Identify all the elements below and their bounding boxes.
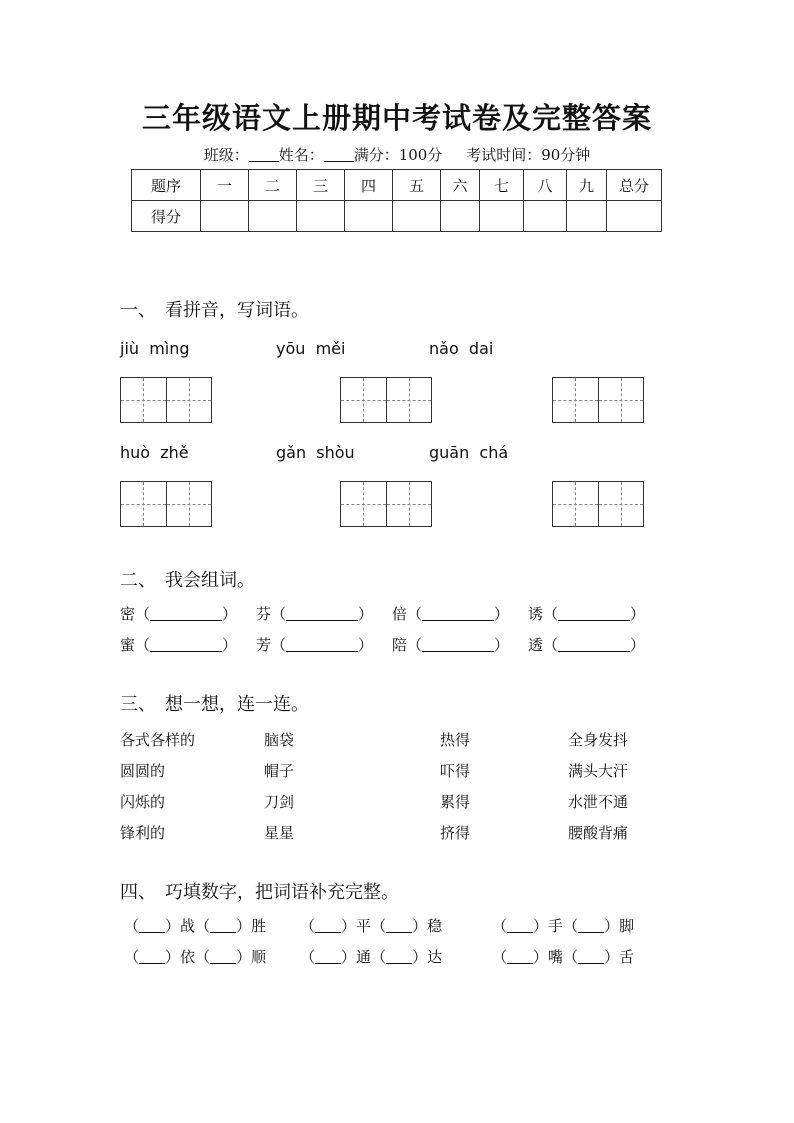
word-item: 芳（ ） (256, 636, 374, 654)
number-blank[interactable] (386, 949, 412, 964)
number-blank[interactable] (578, 918, 604, 933)
score-cell[interactable] (607, 201, 662, 232)
match-item-left[interactable]: 累得 (440, 793, 471, 811)
number-blank[interactable] (315, 949, 341, 964)
score-header-cell: 三 (297, 170, 345, 201)
pinyin-item: guān chá (429, 443, 509, 462)
match-item-left[interactable]: 锋利的 (120, 824, 166, 842)
idiom-item: （ ）手（ ）脚 (492, 917, 635, 935)
writing-grid[interactable] (552, 377, 644, 423)
idiom-item: （ ）平（ ）稳 (300, 917, 443, 935)
match-item-right[interactable]: 水泄不通 (568, 793, 629, 811)
name-label: 姓名： (278, 146, 324, 164)
match-item-left[interactable]: 挤得 (440, 824, 471, 842)
score-header-cell: 题序 (132, 170, 201, 201)
full-score: 满分：100分 (353, 146, 443, 164)
score-header-cell: 五 (393, 170, 441, 201)
match-item-right[interactable]: 脑袋 (264, 731, 295, 749)
answer-blank[interactable] (150, 606, 222, 621)
score-cell[interactable] (480, 201, 524, 232)
number-blank[interactable] (315, 918, 341, 933)
class-label: 班级： (203, 146, 249, 164)
number-blank[interactable] (210, 949, 236, 964)
match-item-left[interactable]: 圆圆的 (120, 762, 166, 780)
match-item-right[interactable]: 腰酸背痛 (568, 824, 629, 842)
idiom-item: （ ）依（ ）顺 (124, 948, 267, 966)
score-cell[interactable] (201, 201, 249, 232)
score-cell[interactable] (297, 201, 345, 232)
match-item-right[interactable]: 刀剑 (264, 793, 295, 811)
answer-blank[interactable] (422, 637, 494, 652)
name-blank[interactable] (324, 147, 354, 162)
score-cell[interactable] (393, 201, 441, 232)
match-item-right[interactable]: 帽子 (264, 762, 295, 780)
exam-info (0, 144, 794, 165)
score-cell[interactable] (524, 201, 567, 232)
page-title: 三年级语文上册期中考试卷及完整答案 (141, 101, 652, 135)
section-1-heading: 一、 看拼音，写词语。 (120, 300, 309, 321)
word-item: 倍（ ） (392, 605, 510, 623)
score-header-cell: 四 (345, 170, 393, 201)
writing-grid[interactable] (340, 481, 432, 527)
section-3-heading: 三、 想一想，连一连。 (120, 694, 309, 715)
number-blank[interactable] (507, 949, 533, 964)
pinyin-item: nǎo dai (429, 339, 494, 358)
number-blank[interactable] (507, 918, 533, 933)
word-item: 蜜（ ） (120, 636, 238, 654)
answer-blank[interactable] (558, 637, 630, 652)
idiom-item: （ ）嘴（ ）舌 (492, 948, 635, 966)
answer-blank[interactable] (286, 637, 358, 652)
score-cell[interactable] (345, 201, 393, 232)
score-header-cell: 八 (524, 170, 567, 201)
match-item-right[interactable]: 星星 (264, 824, 295, 842)
number-blank[interactable] (210, 918, 236, 933)
score-header-cell: 七 (480, 170, 524, 201)
pinyin-item: yōu měi (276, 339, 346, 358)
answer-blank[interactable] (286, 606, 358, 621)
match-item-right[interactable]: 满头大汗 (568, 762, 629, 780)
match-item-left[interactable]: 各式各样的 (120, 731, 196, 749)
number-blank[interactable] (386, 918, 412, 933)
pinyin-item: gǎn shòu (276, 443, 355, 462)
number-blank[interactable] (578, 949, 604, 964)
score-row-label: 得分 (132, 201, 201, 232)
idiom-item: （ ）通（ ）达 (300, 948, 443, 966)
match-item-right[interactable]: 全身发抖 (568, 731, 629, 749)
writing-grid[interactable] (340, 377, 432, 423)
match-item-left[interactable]: 吓得 (440, 762, 471, 780)
score-cell[interactable] (249, 201, 297, 232)
word-item: 密（ ） (120, 605, 238, 623)
word-item: 芬（ ） (256, 605, 374, 623)
writing-grid[interactable] (552, 481, 644, 527)
writing-grid[interactable] (120, 481, 212, 527)
answer-blank[interactable] (150, 637, 222, 652)
pinyin-item: huò zhě (120, 443, 189, 462)
answer-blank[interactable] (558, 606, 630, 621)
score-cell[interactable] (567, 201, 607, 232)
class-blank[interactable] (249, 147, 279, 162)
score-table-row (132, 201, 662, 232)
word-item: 诱（ ） (528, 605, 646, 623)
score-table (131, 169, 662, 232)
exam-time: 考试时间：90分钟 (466, 146, 591, 164)
score-cell[interactable] (441, 201, 480, 232)
idiom-item: （ ）战（ ）胜 (124, 917, 267, 935)
match-item-left[interactable]: 闪烁的 (120, 793, 166, 811)
number-blank[interactable] (139, 949, 165, 964)
section-2-heading: 二、 我会组词。 (120, 570, 255, 591)
score-header-cell: 总分 (607, 170, 662, 201)
section-4-heading: 四、 巧填数字，把词语补充完整。 (120, 882, 399, 903)
pinyin-item: jiù mìng (120, 339, 190, 358)
word-item: 透（ ） (528, 636, 646, 654)
score-header-cell: 二 (249, 170, 297, 201)
answer-blank[interactable] (422, 606, 494, 621)
word-item: 陪（ ） (392, 636, 510, 654)
score-header-cell: 九 (567, 170, 607, 201)
score-header-cell: 一 (201, 170, 249, 201)
score-header-cell: 六 (441, 170, 480, 201)
writing-grid[interactable] (120, 377, 212, 423)
score-table-header (132, 170, 662, 201)
match-item-left[interactable]: 热得 (440, 731, 471, 749)
number-blank[interactable] (139, 918, 165, 933)
